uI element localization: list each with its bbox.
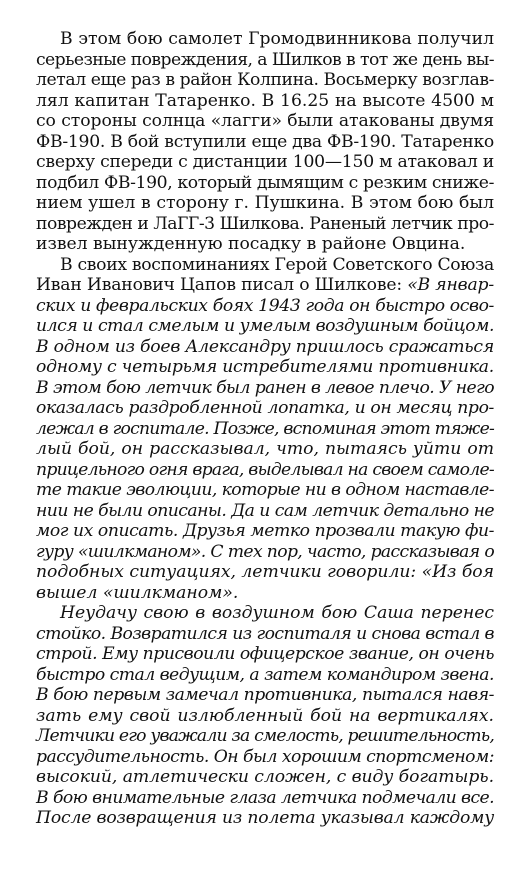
text-line (36, 234, 494, 255)
text-line (36, 316, 494, 337)
text-segment: В своих воспоминаниях Герой Советского Союза (60, 254, 494, 275)
italic-text-segment: прицельного огня врага, выделывал на своем самоле- (36, 459, 494, 480)
italic-text-segment: оказалась раздробленной лопатка, и он месяц про- (36, 398, 495, 418)
italic-text-segment: В бою внимательные глаза летчика подмечали все. (36, 787, 495, 808)
italic-text-segment: одному с четырьмя истребителями противника. (36, 357, 494, 377)
italic-text-segment: подобных ситуациях, летчики говорили: «Из боя (36, 562, 494, 582)
italic-text-segment: стойко. Возвратился из госпиталя и снова встал в (36, 623, 494, 644)
text-line (36, 542, 494, 563)
text-line (36, 603, 494, 624)
text-line (36, 255, 494, 276)
italic-text-segment: зать ему свой излюбленный бой на вертикалях. (36, 705, 495, 726)
italic-text-segment: высокий, атлетически сложен, с виду богатырь. (36, 767, 494, 787)
text-line (36, 501, 494, 522)
page-text (36, 29, 494, 829)
text-line (36, 583, 494, 604)
italic-text-segment: быстро стал ведущим, а затем командиром звена. (36, 664, 494, 685)
text-line (36, 70, 494, 91)
text-line (36, 624, 494, 645)
text-line (36, 275, 494, 296)
text-line (36, 296, 494, 317)
italic-text-segment: «В январ- (407, 275, 494, 295)
italic-text-segment: вышел «шилкманом». (36, 582, 239, 603)
text-segment: подбил ФВ-190, который дымящим с резким сниже- (36, 172, 494, 193)
text-line (36, 767, 494, 788)
italic-text-segment: В этом бою летчик был ранен в левое плечо. У него (36, 377, 494, 398)
italic-text-segment: ился и стал смелым и умелым воздушным бойцом. (36, 316, 494, 336)
text-segment: поврежден и ЛаГГ-3 Шилкова. Раненый летчик про- (36, 213, 494, 234)
text-segment: нием ушел в сторону г. Пушкина. В этом бою был (36, 193, 494, 213)
italic-text-segment: мог их описать. Друзья метко прозвали такую фи- (36, 521, 494, 541)
text-line (36, 747, 494, 768)
text-line (36, 378, 494, 399)
italic-text-segment: ских и февральских боях 1943 года он быстро осво- (36, 295, 494, 316)
book-page (36, 29, 494, 829)
text-line (36, 214, 494, 235)
text-line (36, 644, 494, 665)
italic-text-segment: Неудачу свою в воздушном бою Саша перенес (60, 603, 494, 623)
text-line (36, 111, 494, 132)
text-line (36, 132, 494, 153)
text-line (36, 398, 494, 419)
text-segment: серьезные повреждения, а Шилков в тот же день вы- (36, 49, 494, 70)
text-line (36, 91, 494, 112)
text-line (36, 439, 494, 460)
text-segment: извел вынужденную посадку в районе Овцина. (36, 234, 466, 254)
text-line (36, 173, 494, 194)
text-line (36, 808, 494, 829)
italic-text-segment: Летчики его уважали за смелость, решительность, (36, 726, 494, 746)
text-line (36, 685, 494, 706)
text-line (36, 193, 494, 214)
text-segment: В этом бою самолет Громодвинникова получил (60, 29, 494, 49)
italic-text-segment: лежал в госпитале. Позже, вспоминая этот тяже- (36, 418, 494, 439)
text-line (36, 665, 494, 686)
text-line (36, 357, 494, 378)
text-line (36, 460, 494, 481)
text-line (36, 337, 494, 358)
text-line (36, 788, 494, 809)
italic-text-segment: лый бой, он рассказывал, что, пытаясь уйти от (36, 439, 494, 459)
text-segment: сверху спереди с дистанции 100—150 м атаковал и (36, 152, 495, 172)
italic-text-segment: гуру «шилкманом». С тех пор, часто, рассказывая о (36, 541, 495, 562)
text-line (36, 521, 494, 542)
text-line (36, 562, 494, 583)
text-line (36, 50, 494, 71)
text-line (36, 419, 494, 440)
italic-text-segment: те такие эволюции, которые ни в одном наставле- (36, 480, 494, 500)
text-line (36, 726, 494, 747)
italic-text-segment: После возвращения из полета указывал каждому (36, 808, 494, 828)
italic-text-segment: В одном из боев Александру пришлось сражаться (36, 336, 494, 357)
text-segment: летал еще раз в район Колпина. Восьмерку возглав- (36, 70, 495, 90)
italic-text-segment: строй. Ему присвоили офицерское звание, он очень (36, 644, 494, 664)
text-segment: ФВ-190. В бой вступили еще два ФВ-190. Татаренко (36, 131, 494, 152)
text-line (36, 706, 494, 727)
text-segment: лял капитан Татаренко. В 16.25 на высоте 4500 м (36, 90, 494, 111)
text-segment: со стороны солнца «лагги» были атакованы двумя (36, 111, 494, 131)
text-line (36, 480, 494, 501)
italic-text-segment: рассудительность. Он был хорошим спортсменом: (36, 746, 495, 767)
text-line (36, 29, 494, 50)
text-segment: Иван Иванович Цапов писал о Шилкове: (36, 275, 408, 295)
italic-text-segment: В бою первым замечал противника, пытался навя- (36, 685, 494, 705)
italic-text-segment: нии не были описаны. Да и сам летчик детально не (36, 500, 495, 521)
text-line (36, 152, 494, 173)
